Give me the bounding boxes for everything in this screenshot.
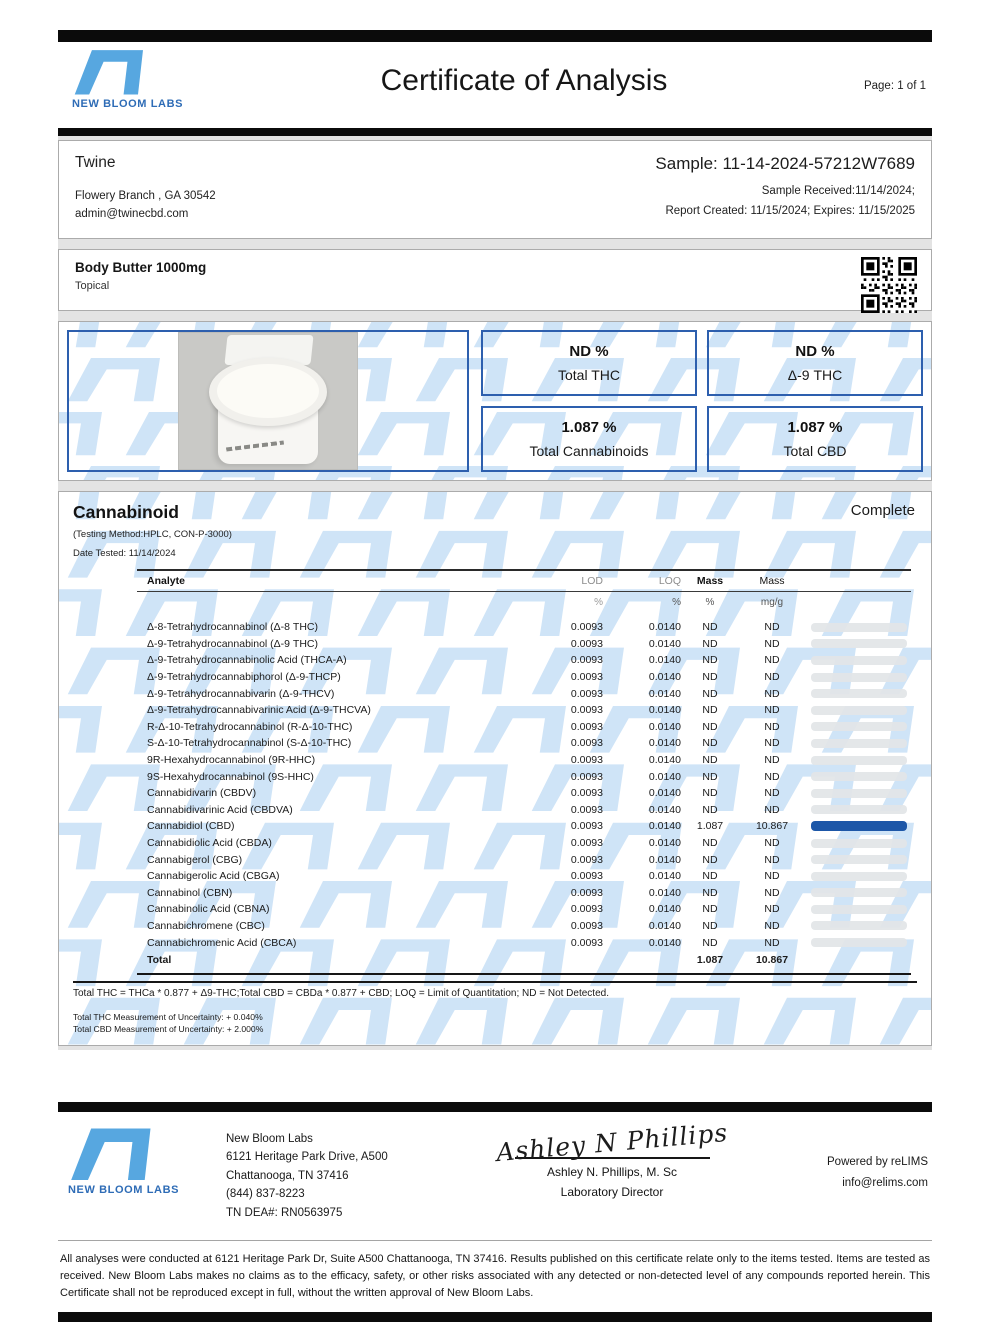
loq-value: 0.0140 (648, 621, 681, 634)
lab-name: New Bloom Labs (226, 1132, 313, 1145)
analyte-name: 9S-Hexahydrocannabinol (9S-HHC) (147, 770, 314, 783)
sections (58, 136, 932, 1050)
table-body (137, 619, 911, 951)
signatory-name: Ashley N. Phillips, M. Sc (546, 1164, 678, 1179)
mass-mgg-value: ND (764, 654, 780, 667)
mass-bar-empty (811, 855, 907, 864)
client-email[interactable]: admin@twinecbd.com (75, 207, 189, 220)
sample-info (655, 154, 915, 224)
analyte-row (137, 685, 911, 702)
lod-value: 0.0093 (570, 637, 603, 650)
loq-value: 0.0140 (648, 720, 681, 733)
mass-pct-value: ND (702, 720, 718, 733)
summary-value: ND % (569, 342, 609, 360)
lab-phone: (844) 837-8223 (226, 1188, 305, 1201)
mass-mgg-value: ND (764, 886, 780, 899)
lod-value: 0.0093 (570, 787, 603, 800)
footer-rule (58, 1102, 932, 1112)
powered-by: Powered by reLIMS (827, 1155, 928, 1168)
mass-mgg-value: ND (764, 853, 780, 866)
lod-value: 0.0093 (570, 903, 603, 916)
analyte-name: Cannabidivarinic Acid (CBDVA) (147, 803, 293, 816)
analyte-name: R-Δ-10-Tetrahydrocannabinol (R-Δ-10-THC) (147, 720, 353, 733)
signatory-title: Laboratory Director (560, 1184, 664, 1199)
total-mass-mgg: 10.867 (755, 953, 789, 966)
lod-value: 0.0093 (570, 837, 603, 850)
mass-bar-cell (805, 756, 911, 765)
mass-pct-value: ND (702, 754, 718, 767)
uncertainty-cbd: Total CBD Measurement of Uncertainty: + 2.000% (73, 1023, 264, 1034)
mass-mgg-value: ND (764, 803, 780, 816)
document-title: Certificate of Analysis (380, 64, 668, 97)
mass-bar-empty (811, 722, 907, 731)
analyte-row (137, 802, 911, 819)
mass-bar-cell (805, 772, 911, 781)
product-photo-frame (67, 330, 469, 472)
summary-label: Total Cannabinoids (529, 442, 649, 459)
certificate-page (58, 30, 932, 1322)
mass-bar-cell (805, 821, 911, 831)
loq-value: 0.0140 (648, 687, 681, 700)
analyte-row (137, 851, 911, 868)
analyte-name: Cannabichromene (CBC) (147, 919, 265, 932)
unit-loq: % (672, 597, 681, 608)
analyte-name: S-Δ-10-Tetrahydrocannabinol (S-Δ-10-THC) (147, 737, 352, 750)
analyte-name: Δ-9-Tetrahydrocannabivarin (Δ-9-THCV) (147, 687, 335, 700)
disclaimer-text: All analyses were conducted at 6121 Heritage Park Dr, Suite A500 Chattanooga, TN 37416. Results published on this certificate relate only to the items tested. Items are tested as received. New Bloom Labs makes no claims as to the efficacy, safety, or other risks associated with any detected or non-detected level of any compounds reported herein. This Certificate shall not be reproduced except in full, without the written approval of New Bloom Labs. (60, 1252, 930, 1299)
loq-value: 0.0140 (648, 886, 681, 899)
mass-bar-empty (811, 872, 907, 881)
total-label: Total (147, 953, 172, 966)
lab-contact-block (226, 1128, 461, 1222)
summary-box-total-thc (481, 330, 697, 396)
summary-label: Total THC (558, 366, 620, 383)
summary-value: ND % (795, 342, 835, 360)
loq-value: 0.0140 (648, 754, 681, 767)
lod-value: 0.0093 (570, 754, 603, 767)
summary-box-total-cbd (707, 406, 923, 472)
loq-value: 0.0140 (648, 654, 681, 667)
summary-label: Total CBD (783, 442, 847, 459)
analyte-name: Cannabichromenic Acid (CBCA) (147, 936, 297, 949)
cannabinoid-header (73, 502, 917, 523)
analyte-row (137, 669, 911, 686)
analyte-row (137, 652, 911, 669)
mass-pct-value: ND (702, 770, 718, 783)
mass-mgg-value: ND (764, 737, 780, 750)
lab-logo (64, 50, 232, 110)
analyte-name: Cannabidivarin (CBDV) (147, 787, 257, 800)
analyte-name: Cannabidiol (CBD) (147, 820, 235, 833)
bottom-rule (58, 1312, 932, 1322)
logo-wordmark: NEW BLOOM LABS (72, 98, 184, 110)
footer-lab-logo (62, 1128, 226, 1222)
lod-value: 0.0093 (570, 936, 603, 949)
analyte-row (137, 918, 911, 935)
mass-mgg-value: ND (764, 621, 780, 634)
mass-mgg-value: ND (764, 720, 780, 733)
loq-value: 0.0140 (648, 870, 681, 883)
col-mass-mgg: Mass (759, 575, 785, 587)
table-header-row (137, 569, 911, 592)
analyte-name: Cannabigerolic Acid (CBGA) (147, 870, 280, 883)
mass-mgg-value: 10.867 (755, 820, 789, 833)
mass-pct-value: ND (702, 853, 718, 866)
analyte-row (137, 636, 911, 653)
loq-value: 0.0140 (648, 671, 681, 684)
header (58, 42, 932, 128)
unit-lod: % (594, 597, 603, 608)
mass-mgg-value: ND (764, 919, 780, 932)
qr-code (861, 257, 917, 313)
mass-bar-cell (805, 921, 911, 930)
mass-bar-empty (811, 689, 907, 698)
uncertainty-thc: Total THC Measurement of Uncertainty: + 0.040% (73, 1011, 263, 1022)
lod-value: 0.0093 (570, 720, 603, 733)
lod-value: 0.0093 (570, 853, 603, 866)
analyte-name: Δ-9-Tetrahydrocannabinolic Acid (THCA-A) (147, 654, 347, 667)
col-analyte: Analyte (147, 575, 185, 587)
top-rule (58, 30, 932, 42)
analyte-name: Cannabigerol (CBG) (147, 853, 243, 866)
loq-value: 0.0140 (648, 770, 681, 783)
col-loq: LOQ (658, 575, 681, 587)
mass-bar-cell (805, 722, 911, 731)
disclaimer-divider (58, 1240, 932, 1241)
analyte-row (137, 818, 911, 835)
signature-script: Ashley N Phillips (494, 1117, 730, 1168)
mass-pct-value: ND (702, 919, 718, 932)
analyte-row (137, 835, 911, 852)
mass-bar-cell (805, 872, 911, 881)
mass-pct-value: ND (702, 654, 718, 667)
summary-grid (481, 330, 923, 472)
mass-bar-cell (805, 789, 911, 798)
lod-value: 0.0093 (570, 621, 603, 634)
header-rule (58, 128, 932, 136)
mass-bar-cell (805, 805, 911, 814)
summary-content (59, 322, 931, 480)
mass-pct-value: ND (702, 803, 718, 816)
date-tested: Date Tested: 11/14/2024 (73, 547, 176, 559)
mass-bar-empty (811, 789, 907, 798)
logo-wordmark: NEW BLOOM LABS (68, 1183, 180, 1196)
analyte-row (137, 702, 911, 719)
jar-cream (217, 364, 319, 418)
col-lod: LOD (581, 575, 603, 587)
mass-pct-value: ND (702, 704, 718, 717)
client-name: Twine (75, 154, 116, 171)
product-name: Body Butter 1000mg (75, 259, 207, 275)
lod-value: 0.0093 (570, 820, 603, 833)
mass-bar-empty (811, 656, 907, 665)
mass-mgg-value: ND (764, 754, 780, 767)
new-bloom-labs-logo-icon (72, 50, 146, 96)
mass-mgg-value: ND (764, 837, 780, 850)
unit-mass-mgg: mg/g (760, 597, 784, 608)
lab-address1: 6121 Heritage Park Drive, A500 (226, 1151, 388, 1164)
mass-bar-cell (805, 888, 911, 897)
loq-value: 0.0140 (648, 903, 681, 916)
section-status: Complete (850, 501, 915, 519)
mass-bar-cell (805, 689, 911, 698)
mass-bar-cell (805, 938, 911, 947)
summary-box-d9-thc (707, 330, 923, 396)
lod-value: 0.0093 (570, 770, 603, 783)
loq-value: 0.0140 (648, 737, 681, 750)
analyte-row (137, 901, 911, 918)
analyte-row (137, 735, 911, 752)
mass-pct-value: ND (702, 671, 718, 684)
product-category: Topical (75, 279, 110, 292)
analyte-row (137, 785, 911, 802)
summary-value: 1.087 % (787, 418, 843, 436)
mass-bar-empty (811, 706, 907, 715)
mass-pct-value: ND (702, 886, 718, 899)
analyte-row (137, 752, 911, 769)
client-address: Flowery Branch , GA 30542 (75, 190, 216, 202)
analyte-row (137, 868, 911, 885)
analyte-name: Cannabinol (CBN) (147, 886, 233, 899)
lod-value: 0.0093 (570, 803, 603, 816)
analyte-row (137, 934, 911, 951)
footnote-rule (73, 981, 917, 983)
lod-value: 0.0093 (570, 687, 603, 700)
summary-box-total-cannabinoids (481, 406, 697, 472)
product-panel (58, 249, 932, 311)
cannabinoid-content (73, 502, 917, 1035)
analyte-name: Δ-8-Tetrahydrocannabinol (Δ-8 THC) (147, 621, 319, 634)
sample-id: Sample: 11-14-2024-57212W7689 (655, 154, 915, 173)
mass-mgg-value: ND (764, 770, 780, 783)
mass-pct-value: ND (702, 870, 718, 883)
results-summary-panel (58, 321, 932, 481)
analyte-name: Δ-9-Tetrahydrocannabivarinic Acid (Δ-9-THCVA) (147, 704, 371, 717)
analyte-table (137, 569, 911, 975)
mass-bar-empty (811, 905, 907, 914)
loq-value: 0.0140 (648, 820, 681, 833)
section-title: Cannabinoid (73, 501, 179, 522)
analyte-name: Δ-9-Tetrahydrocannabinol (Δ-9 THC) (147, 637, 319, 650)
loq-value: 0.0140 (648, 637, 681, 650)
new-bloom-labs-logo-icon (68, 1128, 154, 1182)
cannabinoid-panel (58, 491, 932, 1046)
loq-value: 0.0140 (648, 787, 681, 800)
mass-mgg-value: ND (764, 903, 780, 916)
uncertainty-notes (73, 1011, 917, 1035)
mass-bar-empty (811, 839, 907, 848)
mass-pct-value: ND (702, 787, 718, 800)
mass-mgg-value: ND (764, 637, 780, 650)
analyte-row (137, 768, 911, 785)
powered-by-block (763, 1128, 928, 1222)
analyte-name: Δ-9-Tetrahydrocannabiphorol (Δ-9-THCP) (147, 671, 341, 684)
product-photo (178, 332, 358, 470)
mass-pct-value: ND (702, 687, 718, 700)
testing-method: (Testing Method:HPLC, CON-P-3000) (73, 528, 232, 540)
table-bottom-rule (137, 973, 911, 975)
table-total-row (137, 951, 911, 969)
mass-mgg-value: ND (764, 936, 780, 949)
footer (58, 1112, 932, 1222)
mass-bar-empty (811, 772, 907, 781)
lod-value: 0.0093 (570, 671, 603, 684)
client-sample-panel (58, 140, 932, 239)
mass-bar-cell (805, 673, 911, 682)
loq-value: 0.0140 (648, 704, 681, 717)
analyte-name: 9R-Hexahydrocannabinol (9R-HHC) (147, 754, 316, 767)
lab-address2: Chattanooga, TN 37416 (226, 1169, 349, 1182)
lod-value: 0.0093 (570, 737, 603, 750)
lod-value: 0.0093 (570, 919, 603, 932)
analyte-row (137, 885, 911, 902)
mass-pct-value: ND (702, 737, 718, 750)
summary-label: Δ-9 THC (787, 366, 843, 383)
mass-mgg-value: ND (764, 870, 780, 883)
loq-value: 0.0140 (648, 837, 681, 850)
mass-mgg-value: ND (764, 787, 780, 800)
calculation-footnote: Total THC = THCa * 0.877 + Δ9-THC;Total CBD = CBDa * 0.877 + CBD; LOQ = Limit of Quantitation; ND = Not Detected. (73, 987, 609, 999)
mass-bar-empty (811, 673, 907, 682)
total-mass-pct: 1.087 (696, 953, 724, 966)
analyte-name: Cannabidiolic Acid (CBDA) (147, 837, 272, 850)
mass-bar-cell (805, 739, 911, 748)
mass-bar-empty (811, 805, 907, 814)
mass-bar-cell (805, 623, 911, 632)
mass-bar-cell (805, 656, 911, 665)
mass-bar-empty (811, 938, 907, 947)
mass-bar-empty (811, 623, 907, 632)
lod-value: 0.0093 (570, 870, 603, 883)
mass-bar-empty (811, 739, 907, 748)
mass-mgg-value: ND (764, 687, 780, 700)
mass-pct-value: 1.087 (696, 820, 724, 833)
col-mass-pct: Mass (696, 575, 724, 587)
mass-pct-value: ND (702, 837, 718, 850)
analyte-row (137, 719, 911, 736)
mass-bar-empty (811, 639, 907, 648)
lod-value: 0.0093 (570, 886, 603, 899)
mass-bar-cell (805, 706, 911, 715)
table-units-row (137, 592, 911, 610)
mass-bar-empty (811, 921, 907, 930)
loq-value: 0.0140 (648, 919, 681, 932)
analyte-row (137, 619, 911, 636)
signature-block (461, 1117, 763, 1222)
unit-mass-pct: % (705, 597, 715, 608)
mass-bar-cell (805, 905, 911, 914)
mass-pct-value: ND (702, 621, 718, 634)
mass-bar-cell (805, 839, 911, 848)
loq-value: 0.0140 (648, 853, 681, 866)
mass-bar-empty (811, 756, 907, 765)
mass-pct-value: ND (702, 637, 718, 650)
analyte-name: Cannabinolic Acid (CBNA) (147, 903, 270, 916)
lab-dea: TN DEA#: RN0563975 (226, 1206, 343, 1219)
mass-bar-cell (805, 855, 911, 864)
page-number: Page: 1 of 1 (863, 80, 926, 92)
mass-bar-empty (811, 888, 907, 897)
mass-bar-cell (805, 639, 911, 648)
client-info (75, 154, 216, 224)
mass-pct-value: ND (702, 936, 718, 949)
relims-email[interactable]: info@relims.com (842, 1176, 928, 1189)
loq-value: 0.0140 (648, 803, 681, 816)
summary-value: 1.087 % (561, 418, 617, 436)
loq-value: 0.0140 (648, 936, 681, 949)
lod-value: 0.0093 (570, 654, 603, 667)
mass-pct-value: ND (702, 903, 718, 916)
lod-value: 0.0093 (570, 704, 603, 717)
sample-received: Sample Received:11/14/2024; (761, 185, 915, 197)
mass-bar-filled (811, 821, 907, 831)
mass-mgg-value: ND (764, 704, 780, 717)
sample-report-dates: Report Created: 11/15/2024; Expires: 11/15/2025 (665, 204, 915, 217)
mass-mgg-value: ND (764, 671, 780, 684)
